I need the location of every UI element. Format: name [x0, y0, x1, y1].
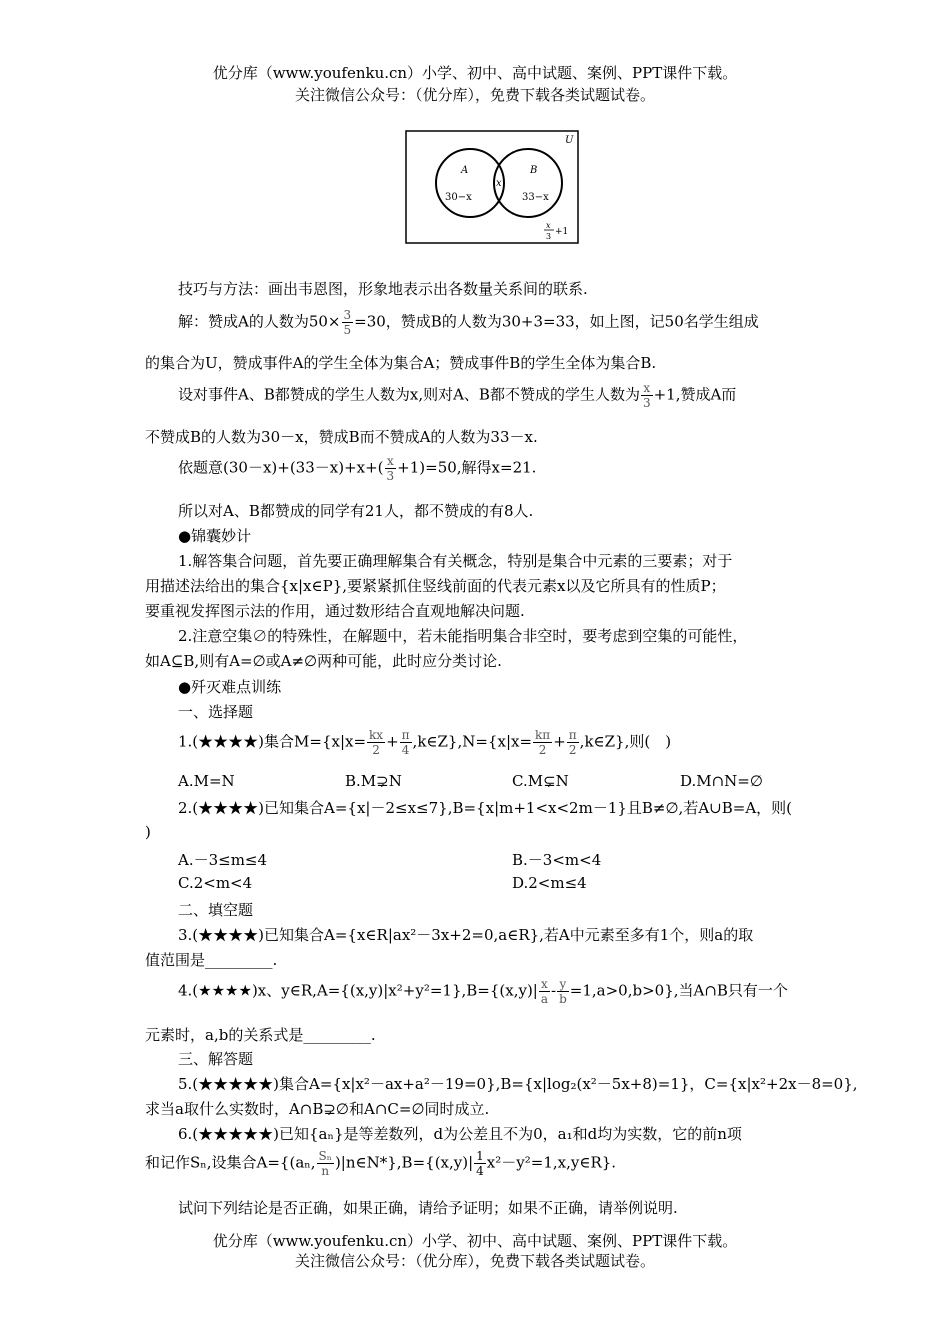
footer-line-1: 优分库（www.youfenku.cn）小学、初中、高中试题、案例、PPT课件下载。: [212, 1232, 738, 1250]
frac-den: n: [321, 1164, 330, 1178]
frac-den: 5: [343, 323, 352, 337]
venn-svg: [405, 130, 580, 245]
tip-1-line-2: 用描述法给出的集合{x|x∈P},要紧紧抓住竖线前面的代表元素x以及它所具有的性质P；: [145, 577, 726, 595]
q6-part-b2: )|n∈N*},B={(x,y)|: [334, 1153, 474, 1172]
solution-p3-b: +1,赞成A而: [653, 385, 737, 404]
q2-option-d: D.2<m≤4: [512, 874, 587, 892]
fraction-3-5: [342, 308, 354, 337]
q6-part-b1: 和记作Sₙ,设集合A={(aₙ,: [145, 1153, 316, 1172]
frac-den: 4: [476, 1164, 484, 1178]
label-neither-den: 3: [546, 232, 552, 241]
section-choice: 一、选择题: [178, 703, 254, 721]
fraction-x-3: [641, 381, 653, 410]
q1-part-c: ,k∈Z},则( ): [579, 732, 672, 751]
question-6-line-1: 6.(★★★★★)已知{aₙ}是等差数列，d为公差且不为0，a₁和d均为实数，它的前n项: [178, 1125, 742, 1143]
q1-option-d: D.M∩N=∅: [680, 772, 763, 790]
question-2-line-2: ): [145, 823, 151, 841]
question-1: [178, 728, 671, 757]
solution-p5: [178, 454, 536, 483]
method-line: 技巧与方法：画出韦恩图，形象地表示出各数量关系间的联系.: [178, 280, 588, 298]
label-neither-rest: +1: [555, 227, 569, 237]
q2-option-b: B.－3<m<4: [512, 851, 602, 869]
frac-num: x: [385, 454, 397, 469]
q1-frac-1: [367, 728, 385, 757]
header-line-2: 关注微信公众号：（优分库），免费下载各类试题试卷。: [294, 86, 655, 104]
frac-den: 2: [372, 743, 380, 757]
solution-p2: 的集合为U，赞成事件A的学生全体为集合A；赞成事件B的学生全体为集合B.: [145, 354, 657, 372]
frac-num: π: [401, 728, 410, 742]
section-fill: 二、填空题: [178, 901, 254, 919]
q1-frac-4: [567, 728, 579, 757]
tip-1-line-1: 1.解答集合问题，首先要正确理解集合有关概念，特别是集合中元素的三要素；对于: [178, 552, 733, 570]
fraction-x-3b: [385, 454, 397, 483]
solution-p4: 不赞成B的人数为30－x，赞成B而不赞成A的人数为33－x.: [145, 428, 538, 446]
question-3-line-1: 3.(★★★★)已知集合A={x∈R|ax²－3x+2=0,a∈R},若A中元素至多有1个，则a的取: [178, 926, 754, 944]
tips-heading: ●锦囊妙计: [178, 527, 252, 545]
venn-diagram: [405, 130, 580, 245]
question-3-line-2: 值范围是_________.: [145, 951, 278, 969]
label-neither-num: x: [546, 221, 551, 230]
q1-part-b: ,k∈Z},N={x|x=: [412, 732, 533, 751]
frac-den: 3: [386, 469, 395, 483]
frac-num: Sₙ: [318, 1149, 332, 1163]
q1-option-a: A.M=N: [178, 772, 235, 790]
solution-p5-a: 依题意(30－x)+(33－x)+x+(: [178, 458, 384, 477]
question-6-line-3: 试问下列结论是否正确，如果正确，请给予证明；如果不正确，请举例说明.: [178, 1199, 678, 1217]
section-answer: 三、解答题: [178, 1050, 254, 1068]
solution-p3: [178, 381, 736, 410]
question-6-line-2: [145, 1149, 616, 1178]
footer-line-2: 关注微信公众号：（优分库），免费下载各类试题试卷。: [294, 1252, 655, 1270]
q1-option-b: B.M⊋N: [345, 772, 402, 790]
q4-minus: -: [551, 981, 557, 1000]
q4-frac-2: [557, 977, 569, 1006]
training-heading: ●歼灭难点训练: [178, 678, 282, 696]
q4-frac-1: [539, 977, 550, 1006]
frac-den: 2: [568, 743, 577, 757]
q6-part-b3: x²－y²=1,x,y∈R}.: [486, 1153, 617, 1172]
label-a: A: [461, 165, 469, 176]
label-u: U: [565, 135, 574, 146]
frac-den: 3: [642, 396, 651, 410]
label-only-a: 30−x: [445, 192, 472, 203]
q1-part-a: 1.(★★★★)集合M={x|x=: [178, 732, 367, 751]
frac-num: x: [539, 977, 550, 992]
header-line-1: 优分库（www.youfenku.cn）小学、初中、高中试题、案例、PPT课件下载。: [212, 64, 738, 82]
solution-p1-a: 解：赞成A的人数为50×: [178, 312, 341, 331]
label-only-b: 33−x: [522, 192, 549, 203]
q4-part-a: 4.(★★★★)x、y∈R,A={(x,y)|x²+y²=1},B={(x,y)|: [178, 981, 538, 1000]
frac-num: kx: [369, 728, 384, 742]
tip-1-line-3: 要重视发挥图示法的作用，通过数形结合直观地解决问题.: [145, 602, 525, 620]
label-intersection: x: [496, 178, 502, 189]
q1-plus-1: +: [386, 732, 399, 751]
q1-option-c: C.M⊊N: [512, 772, 569, 790]
q4-part-b: =1,a>0,b>0},当A∩B只有一个: [569, 981, 788, 1000]
solution-p5-b: +1)=50,解得x=21.: [397, 458, 537, 477]
frac-den: 4: [401, 743, 410, 757]
label-b: B: [530, 165, 538, 176]
frac-den: a: [540, 992, 549, 1006]
q2-option-a: A.－3≤m≤4: [178, 851, 268, 869]
question-4-line-1: [178, 977, 788, 1006]
universe-rect: [406, 131, 578, 243]
question-4-line-2: 元素时，a,b的关系式是_________.: [145, 1026, 376, 1044]
frac-num: kπ: [535, 728, 551, 742]
tip-2-line-1: 2.注意空集∅的特殊性，在解题中，若未能指明集合非空时，要考虑到空集的可能性，: [178, 627, 748, 645]
solution-p1: [178, 308, 759, 337]
tip-2-line-2: 如A⊆B,则有A=∅或A≠∅两种可能，此时应分类讨论.: [145, 652, 502, 670]
frac-num: 1: [476, 1149, 484, 1163]
q1-plus-2: +: [553, 732, 566, 751]
q2-option-c: C.2<m<4: [178, 874, 253, 892]
solution-p1-b: =30，赞成B的人数为30+3=33，如上图，记50名学生组成: [354, 312, 759, 331]
solution-p6: 所以对A、B都赞成的同学有21人，都不赞成的有8人.: [178, 502, 534, 520]
frac-num: 3: [343, 308, 352, 322]
q6-frac-2: [474, 1149, 486, 1178]
question-5-line-2: 求当a取什么实数时，A∩B⊋∅和A∩C=∅同时成立.: [145, 1100, 490, 1118]
question-5-line-1: 5.(★★★★★)集合A={x|x²－ax+a²－19=0},B={x|log₂(x²－5x+8)=1}，C={x|x²+2x－8=0},: [178, 1075, 858, 1093]
solution-p3-a: 设对事件A、B都赞成的学生人数为x,则对A、B都不赞成的学生人数为: [178, 385, 640, 404]
frac-num: y: [557, 977, 569, 992]
frac-num: π: [568, 728, 577, 742]
frac-den: b: [559, 992, 567, 1006]
q1-frac-3: [533, 728, 552, 757]
frac-num: x: [641, 381, 653, 396]
q1-frac-2: [400, 728, 412, 757]
q6-frac-1: [317, 1149, 334, 1178]
frac-den: 2: [538, 743, 547, 757]
question-2-line-1: 2.(★★★★)已知集合A={x|－2≤x≤7},B={x|m+1<x<2m－1}且B≠∅,若A∪B=A，则(: [178, 799, 793, 817]
